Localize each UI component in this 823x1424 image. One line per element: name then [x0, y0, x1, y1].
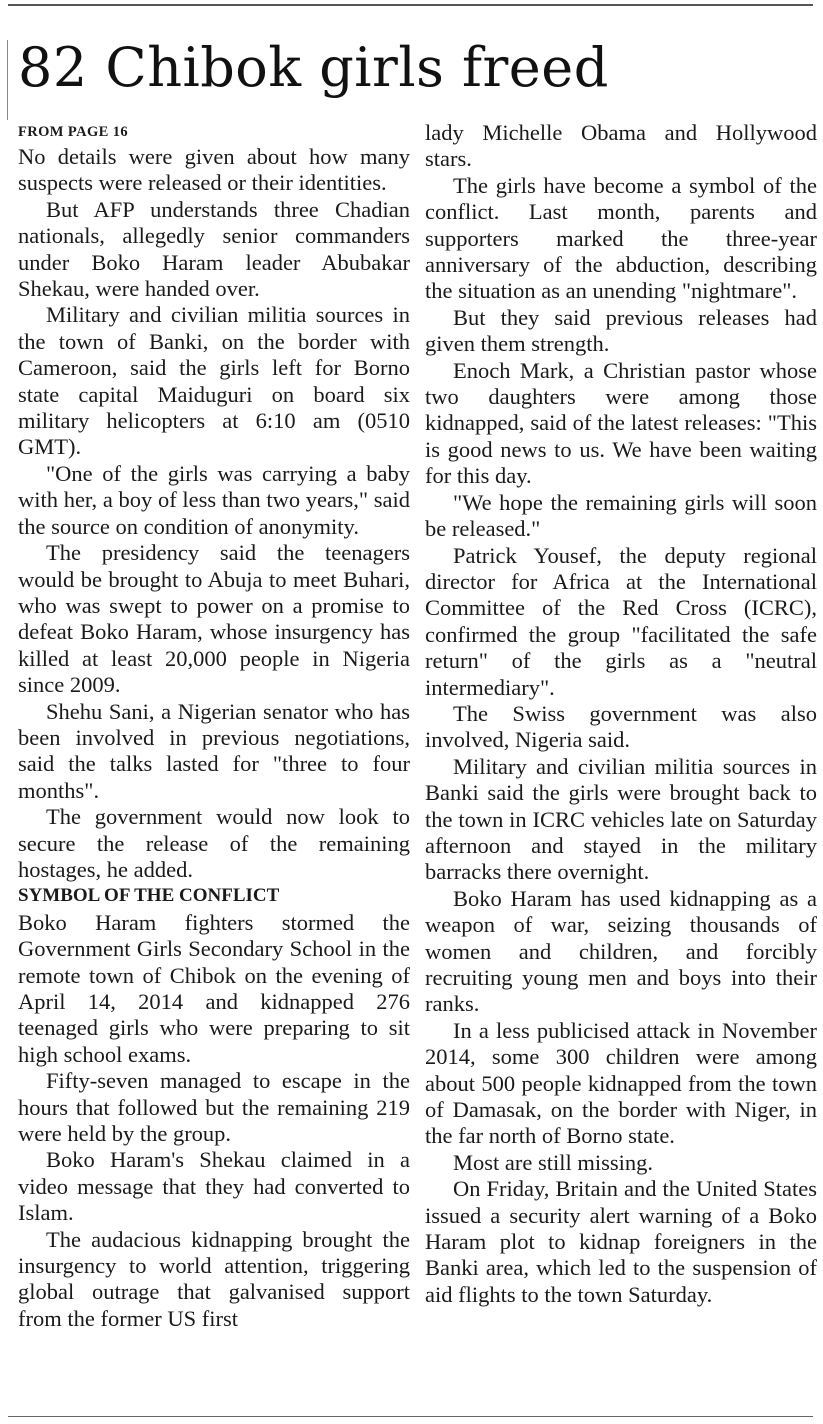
paragraph: Military and civilian militia sources in the town of Banki, on the border with Cameroon, said the girls left for Borno state capital Maiduguri on board six military helicopters at 6:10 am (0510 GMT).: [18, 302, 410, 460]
section-subhead: SYMBOL OF THE CONFLICT: [18, 885, 280, 907]
paragraph: lady Michelle Obama and Hollywood stars.: [425, 120, 817, 172]
paragraph: "We hope the remaining girls will soon be released.": [425, 489, 817, 542]
paragraph: Patrick Yousef, the deputy regional director for Africa at the International Committee of the Red Cross (ICRC), confirmed the group "facilitated the safe return" of the girls as a "neutral intermediary".: [425, 542, 817, 700]
paragraph: Most are still missing.: [453, 1149, 654, 1175]
paragraph: "One of the girls was carrying a baby with her, a boy of less than two years," said the source on condition of anonymity.: [18, 460, 410, 539]
paragraph: Fifty-seven managed to escape in the hours that followed but the remaining 219 were held by the group.: [18, 1068, 410, 1147]
continuation-kicker: FROM PAGE 16: [18, 124, 129, 140]
paragraph: But they said previous releases had given them strength.: [425, 304, 817, 357]
paragraph: Shehu Sani, a Nigerian senator who has been involved in previous negotiations, said the talks lasted for "three to four months".: [18, 698, 410, 803]
paragraph: Military and civilian militia sources in Banki said the girls were brought back to the town in ICRC vehicles late on Saturday afternoon and stayed in the military barracks there overnight.: [425, 753, 817, 885]
paragraph: Boko Haram has used kidnapping as a weapon of war, seizing thousands of women and children, and forcibly recruiting young men and boys into their ranks.: [425, 885, 817, 1017]
paragraph: The presidency said the teenagers would be brought to Abuja to meet Buhari, who was swept to power on a promise to defeat Boko Haram, whose insurgency has killed at least 20,000 people in Nigeria since 2009.: [18, 540, 410, 698]
column-right: [425, 120, 817, 1308]
paragraph: The Swiss government was also involved, Nigeria said.: [425, 700, 817, 753]
paragraph: No details were given about how many suspects were released or their identities.: [18, 144, 410, 196]
headline: 82 Chibok girls freed: [18, 36, 609, 99]
paragraph: But AFP understands three Chadian nationals, allegedly senior commanders under Boko Haram leader Abubakar Shekau, were handed over.: [18, 196, 410, 302]
paragraph: Boko Haram fighters stormed the Government Girls Secondary School in the remote town of Chibok on the evening of April 14, 2014 and kidnapped 276 teenaged girls who were preparing to sit high school exams.: [18, 909, 410, 1067]
top-rule: [8, 4, 813, 6]
paragraph: Boko Haram's Shekau claimed in a video message that they had converted to Islam.: [18, 1147, 410, 1226]
paragraph: In a less publicised attack in November 2014, some 300 children were among about 500 people kidnapped from the town of Damasak, on the border with Niger, in the far north of Borno state.: [425, 1017, 817, 1149]
paragraph: The girls have become a symbol of the conflict. Last month, parents and supporters marked the three-year anniversary of the abduction, describing the situation as an unending "nightmare".: [425, 172, 817, 304]
paragraph: The audacious kidnapping brought the insurgency to world attention, triggering global outrage that galvanised support from the former US first: [18, 1226, 410, 1331]
paragraph: On Friday, Britain and the United States issued a security alert warning of a Boko Haram plot to kidnap foreigners in the Banki area, which led to the suspension of aid flights to the town Saturday.: [425, 1176, 817, 1307]
column-left: [18, 120, 410, 1332]
headline-side-rule: [7, 40, 8, 120]
paragraph: Enoch Mark, a Christian pastor whose two daughters were among those kidnapped, said of the latest releases: "This is good news to us. We have been waiting for this day.: [425, 357, 817, 489]
bottom-rule: [8, 1416, 813, 1417]
paragraph: The government would now look to secure the release of the remaining hostages, he added.: [18, 804, 410, 882]
